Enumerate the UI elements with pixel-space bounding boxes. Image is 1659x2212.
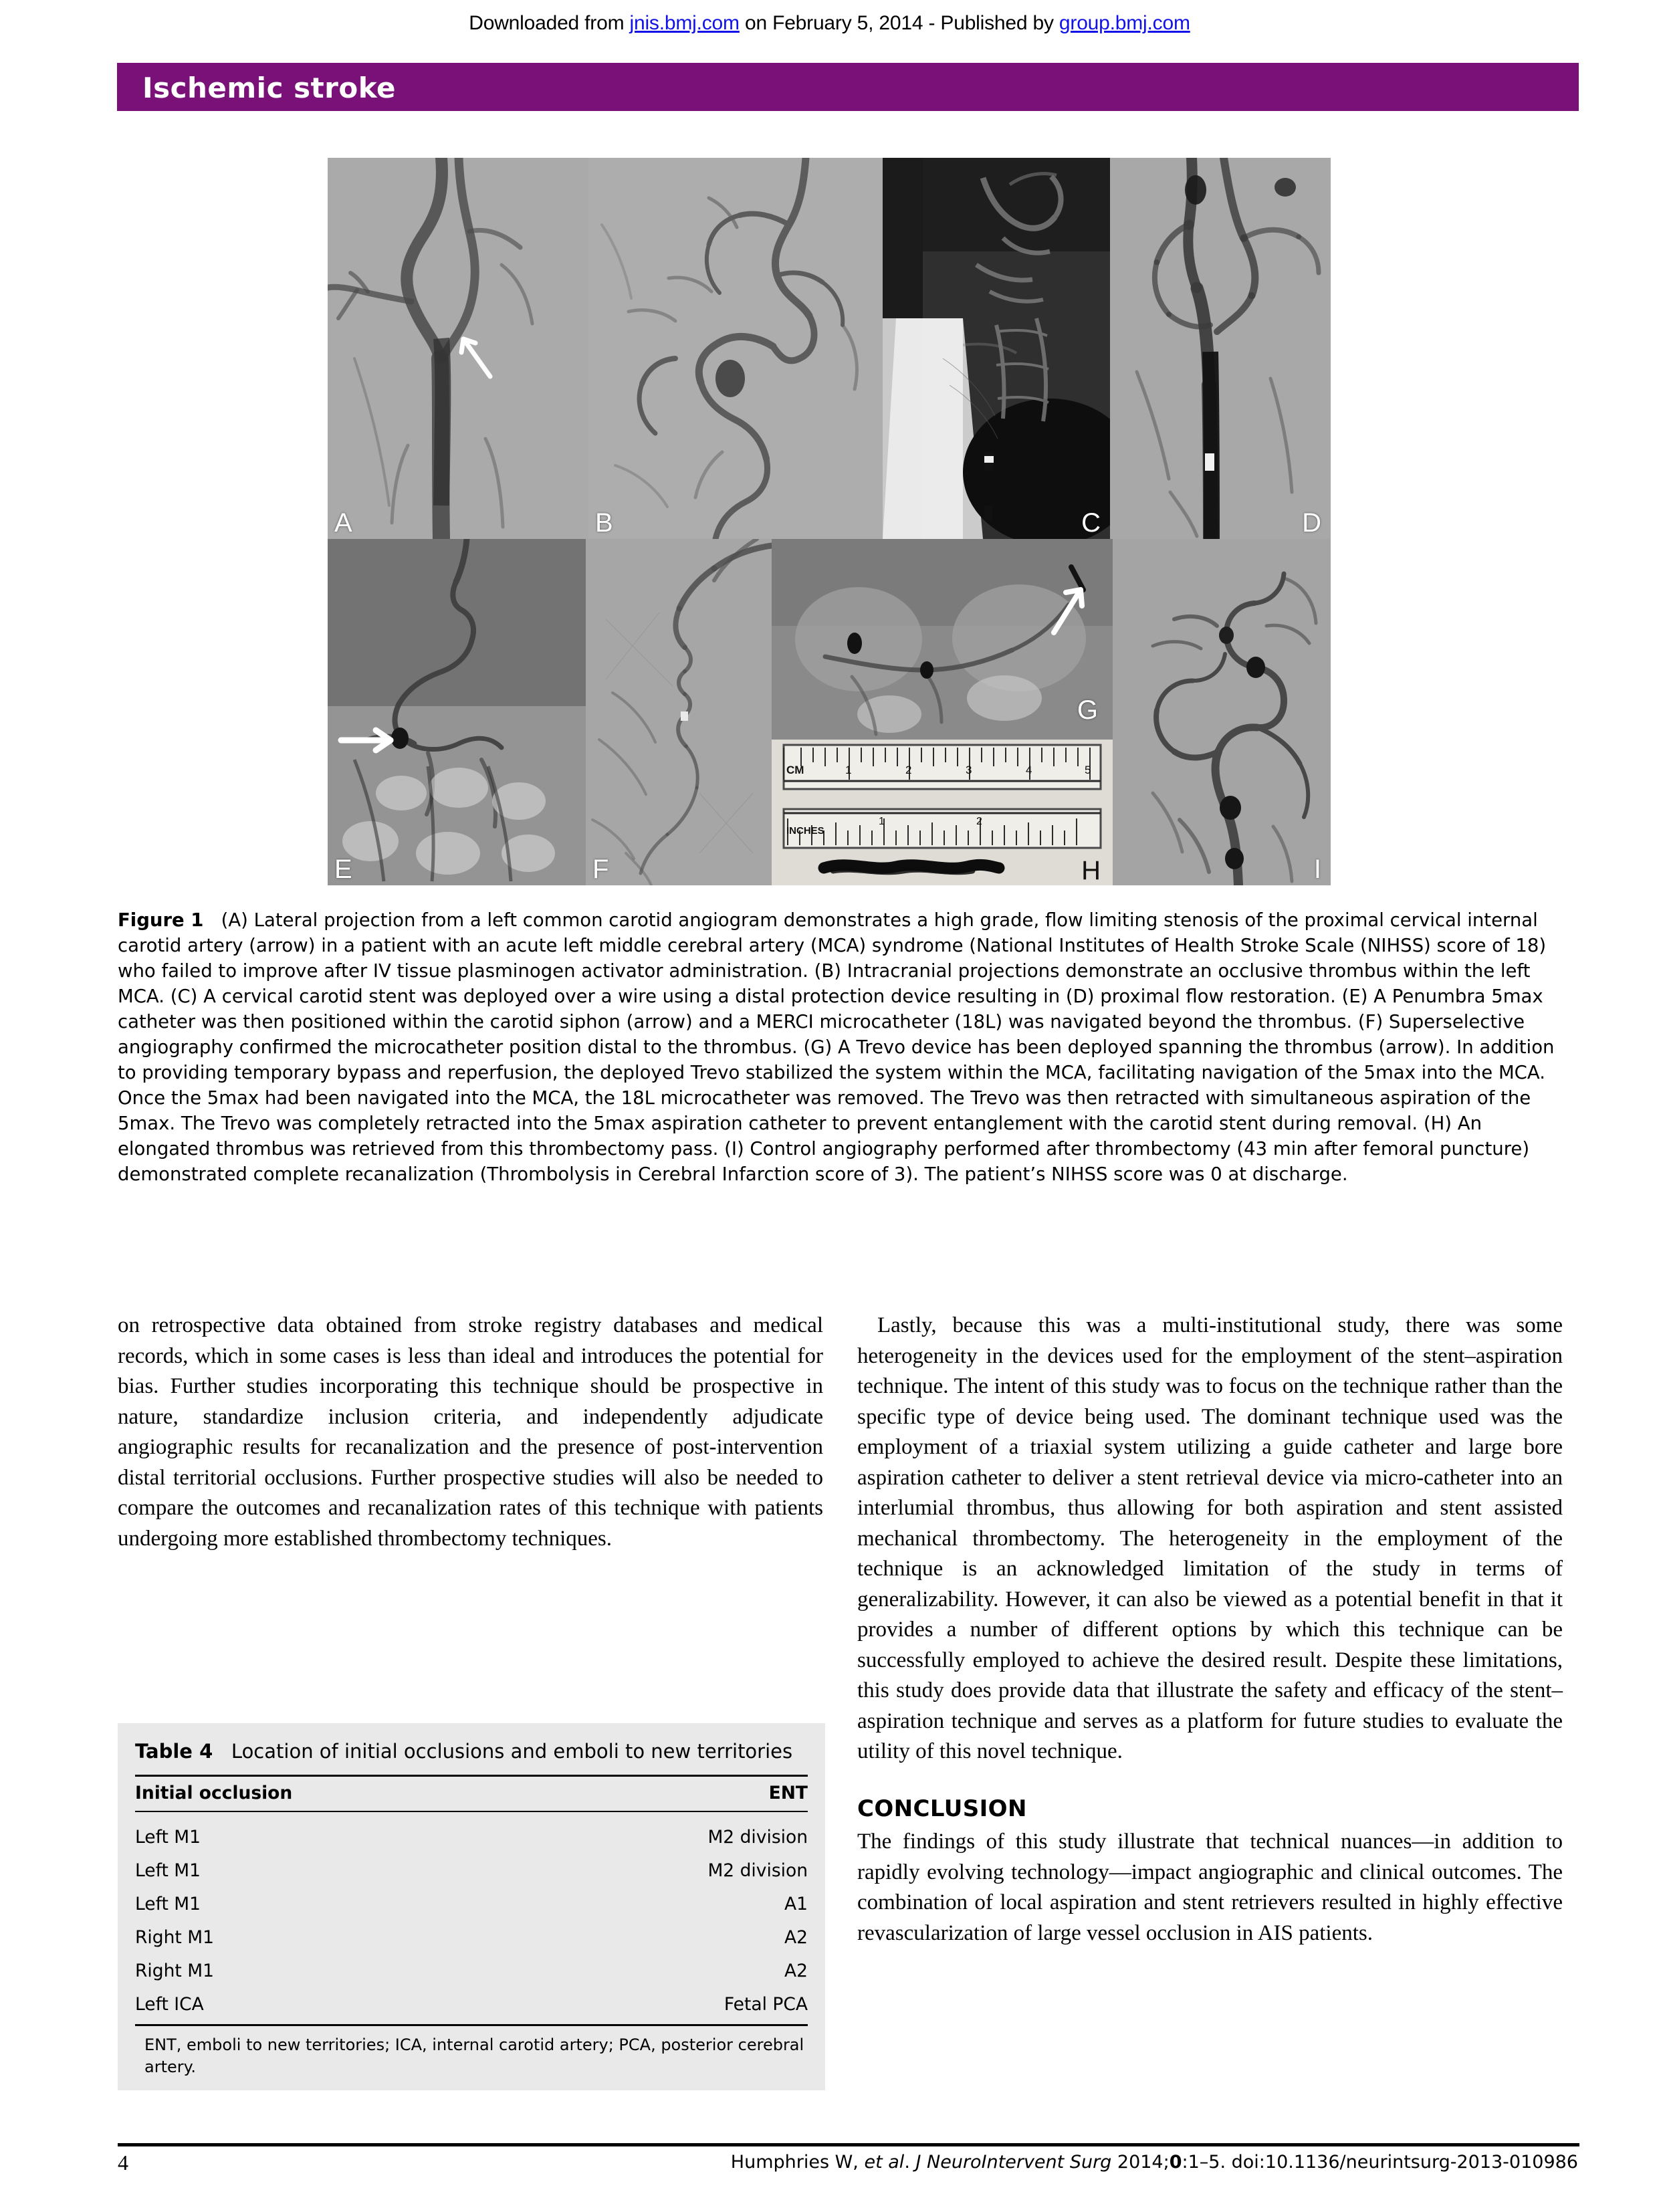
table-row (135, 1854, 808, 1888)
table-header-row (135, 1776, 808, 1812)
panel-label-h: H (1081, 856, 1101, 885)
panel-label-a: A (334, 508, 352, 538)
table-4-grid (135, 1775, 808, 2026)
page-number: 4 (118, 2150, 128, 2175)
figure-row-bottom (328, 539, 1331, 885)
figure-panel-f (586, 539, 772, 885)
cell-occlusion: Right M1 (135, 1961, 214, 1981)
table-4-footnote: ENT, emboli to new territories; ICA, internal carotid artery; PCA, posterior cerebral artery. (144, 2035, 804, 2076)
panel-label-d: D (1302, 508, 1321, 538)
citation-volume: 0 (1169, 2152, 1182, 2173)
citation-dot: . (904, 2152, 916, 2173)
table-4-title (135, 1738, 808, 1765)
stenosis-arrow-icon (451, 328, 498, 382)
download-prefix: Downloaded from (469, 12, 630, 34)
table-4-label: Table 4 (135, 1740, 213, 1763)
figure-panel-e (328, 539, 586, 885)
table-row (135, 1921, 808, 1955)
figure-caption (118, 907, 1578, 1187)
carotid-siphon-arrow-icon (337, 725, 397, 756)
figure-panel-h (772, 740, 1113, 885)
citation-etal: et al (864, 2152, 905, 2173)
ruler-cm-tick-1: 1 (845, 764, 852, 776)
cell-occlusion: Left M1 (135, 1860, 201, 1881)
cell-ent: A2 (784, 1961, 808, 1981)
panel-label-b: B (595, 508, 613, 538)
table-row (135, 1888, 808, 1921)
figure-caption-text: (A) Lateral projection from a left common carotid angiogram demonstrates a high grade, flow limiting stenosis of the proximal cervical internal carotid artery (arrow) in a patient with an acute left middle cerebral artery (MCA) syndrome (National Institutes of Health Stroke Scale (NIHSS) score of 18) who failed to improve after IV tissue plasminogen activator administration. (B) Intracranial projections demonstrate an occlusive thrombus within the left MCA. (C) A cervical carotid stent was deployed over a wire using a distal protection device resulting in (D) proximal flow restoration. (E) A Penumbra 5max catheter was then positioned within the carotid siphon (arrow) and a MERCI microcatheter (18L) was navigated beyond the thrombus. (F) Superselective angiography confirmed the microcatheter position distal to the thrombus. (G) A Trevo device has been deployed spanning the thrombus (arrow). In addition to providing temporary bypass and reperfusion, the deployed Trevo stabilized the system within the MCA, facilitating navigation of the 5max into the MCA. Once the 5max had been navigated into the MCA, the 18L microcatheter was removed. The Trevo was then retracted with simultaneous aspiration of the 5max. The Trevo was completely retracted into the 5max aspiration catheter to prevent entanglement with the carotid stent during removal. (H) An elongated thrombus was retrieved from this thrombectomy pass. (I) Control angiography performed after thrombectomy (43 min after femoral puncture) demonstrated complete recanalization (Thrombolysis in Cerebral Infarction score of 3). The patient’s NIHSS score was 0 at discharge. (118, 909, 1555, 1185)
cell-ent: A2 (784, 1927, 808, 1948)
figure-caption-label: Figure 1 (118, 909, 204, 931)
ruler-cm-tick-3: 3 (966, 764, 972, 776)
panel-label-i: I (1313, 855, 1321, 884)
citation-authors: Humphries W, (730, 2152, 865, 2173)
ruler-inch-tick-2: 2 (976, 816, 982, 827)
table-row (135, 1811, 808, 1854)
ruler-cm-tick-2: 2 (905, 764, 912, 776)
conclusion-heading: CONCLUSION (857, 1795, 1027, 1822)
paragraph-conclusion: The findings of this study illustrate that technical nuances—in addition to rapidly evolving technology—impact angiographic and clinical outcomes. The combination of local aspiration and stent retrievers resulted in highly effective revascularization of large vessel occlusion in AIS patients. (857, 1830, 1563, 1945)
figure-panel-a (328, 158, 588, 539)
cell-occlusion: Left ICA (135, 1988, 546, 2025)
panel-label-e: E (334, 855, 352, 884)
cell-ent: M2 division (707, 1860, 808, 1881)
figure-panel-gh (772, 539, 1113, 885)
figure-panel-i (1113, 539, 1331, 885)
figure-panel-b (588, 158, 883, 539)
ruler-cm-label: CM (786, 764, 804, 776)
column-header-ent: ENT (546, 1776, 808, 1812)
figure-panel-d (1110, 158, 1331, 539)
figure-panel-c (883, 158, 1110, 539)
body-column-left (118, 1311, 823, 1554)
ruler-cm-tick-4: 4 (1026, 764, 1032, 776)
panel-label-g: G (1077, 695, 1098, 725)
table-4-body (135, 1811, 808, 2025)
table-row (135, 1988, 808, 2025)
footer-citation (731, 2152, 1578, 2173)
table-4 (118, 1723, 825, 2090)
footer-rule (118, 2143, 1579, 2146)
ruler-inch-tick-1: 1 (879, 816, 885, 827)
citation-journal: J NeuroIntervent Surg (915, 2152, 1112, 2173)
cell-occlusion: Right M1 (135, 1927, 214, 1948)
group-bmj-link[interactable]: group.bmj.com (1059, 12, 1190, 34)
download-middle: on February 5, 2014 - Published by (739, 12, 1059, 34)
body-column-right (857, 1311, 1563, 1949)
download-notice (0, 12, 1659, 35)
trevo-device-arrow-icon (1036, 580, 1094, 638)
panel-label-c: C (1081, 508, 1101, 538)
cell-ent: A1 (784, 1894, 808, 1914)
cell-occlusion: Left M1 (135, 1894, 201, 1914)
ruler-cm-tick-5: 5 (1085, 764, 1091, 776)
figure-row-top (328, 158, 1331, 539)
cell-ent: M2 division (707, 1827, 808, 1848)
paragraph-heterogeneity: Lastly, because this was a multi-institutional study, there was some heterogeneity in the devices used for the employment of the stent–aspiration technique. The intent of this study was to focus on the technique rather than the specific type of device being used. The dominant technique used was the employment of a triaxial system utilizing a guide catheter and large bore aspiration catheter to deliver a stent retrieval device via micro-catheter into an interlumial thrombus, thus allowing for both aspiration and stent assisted mechanical thrombectomy. The heterogeneity in the employment of the technique is an acknowledged limitation of the study in terms of generalizability. However, it can also be viewed as a potential benefit in that it provides a number of different options by which this technique can be successfully employed to achieve the desired result. Despite these limitations, this study does provide data that illustrate the safety and efficacy of the stent–aspiration technique and serves as a platform for future studies to evaluate the utility of this novel technique. (857, 1313, 1563, 1763)
section-banner (117, 63, 1579, 111)
paragraph-limitations: on retrospective data obtained from stroke registry databases and medical records, which in some cases is less than ideal and introduces the potential for bias. Further studies incorporating this technique should be prospective in nature, standardize inclusion criteria, and independently adjudicate angiographic results for recanalization and the presence of post-intervention distal territorial occlusions. Further prospective studies will also be needed to compare the outcomes and recanalization rates of this technique with patients undergoing more established thrombectomy techniques. (118, 1313, 823, 1551)
column-header-initial-occlusion: Initial occlusion (135, 1776, 546, 1812)
figure-1-image (328, 158, 1331, 885)
cell-occlusion: Left M1 (135, 1827, 201, 1848)
table-4-caption: Location of initial occlusions and emboli to new territories (231, 1740, 793, 1763)
citation-year: 2014; (1111, 2152, 1170, 2173)
citation-pages-doi: :1–5. doi:10.1136/neurintsurg-2013-010986 (1182, 2152, 1578, 2173)
section-title: Ischemic stroke (142, 72, 397, 104)
table-4-head (135, 1776, 808, 1812)
panel-label-f: F (592, 855, 609, 884)
table-row (135, 1955, 808, 1988)
cell-ent: Fetal PCA (546, 1988, 808, 2025)
jnis-link[interactable]: jnis.bmj.com (629, 12, 740, 34)
ruler-inches-label: INCHES (786, 825, 824, 837)
